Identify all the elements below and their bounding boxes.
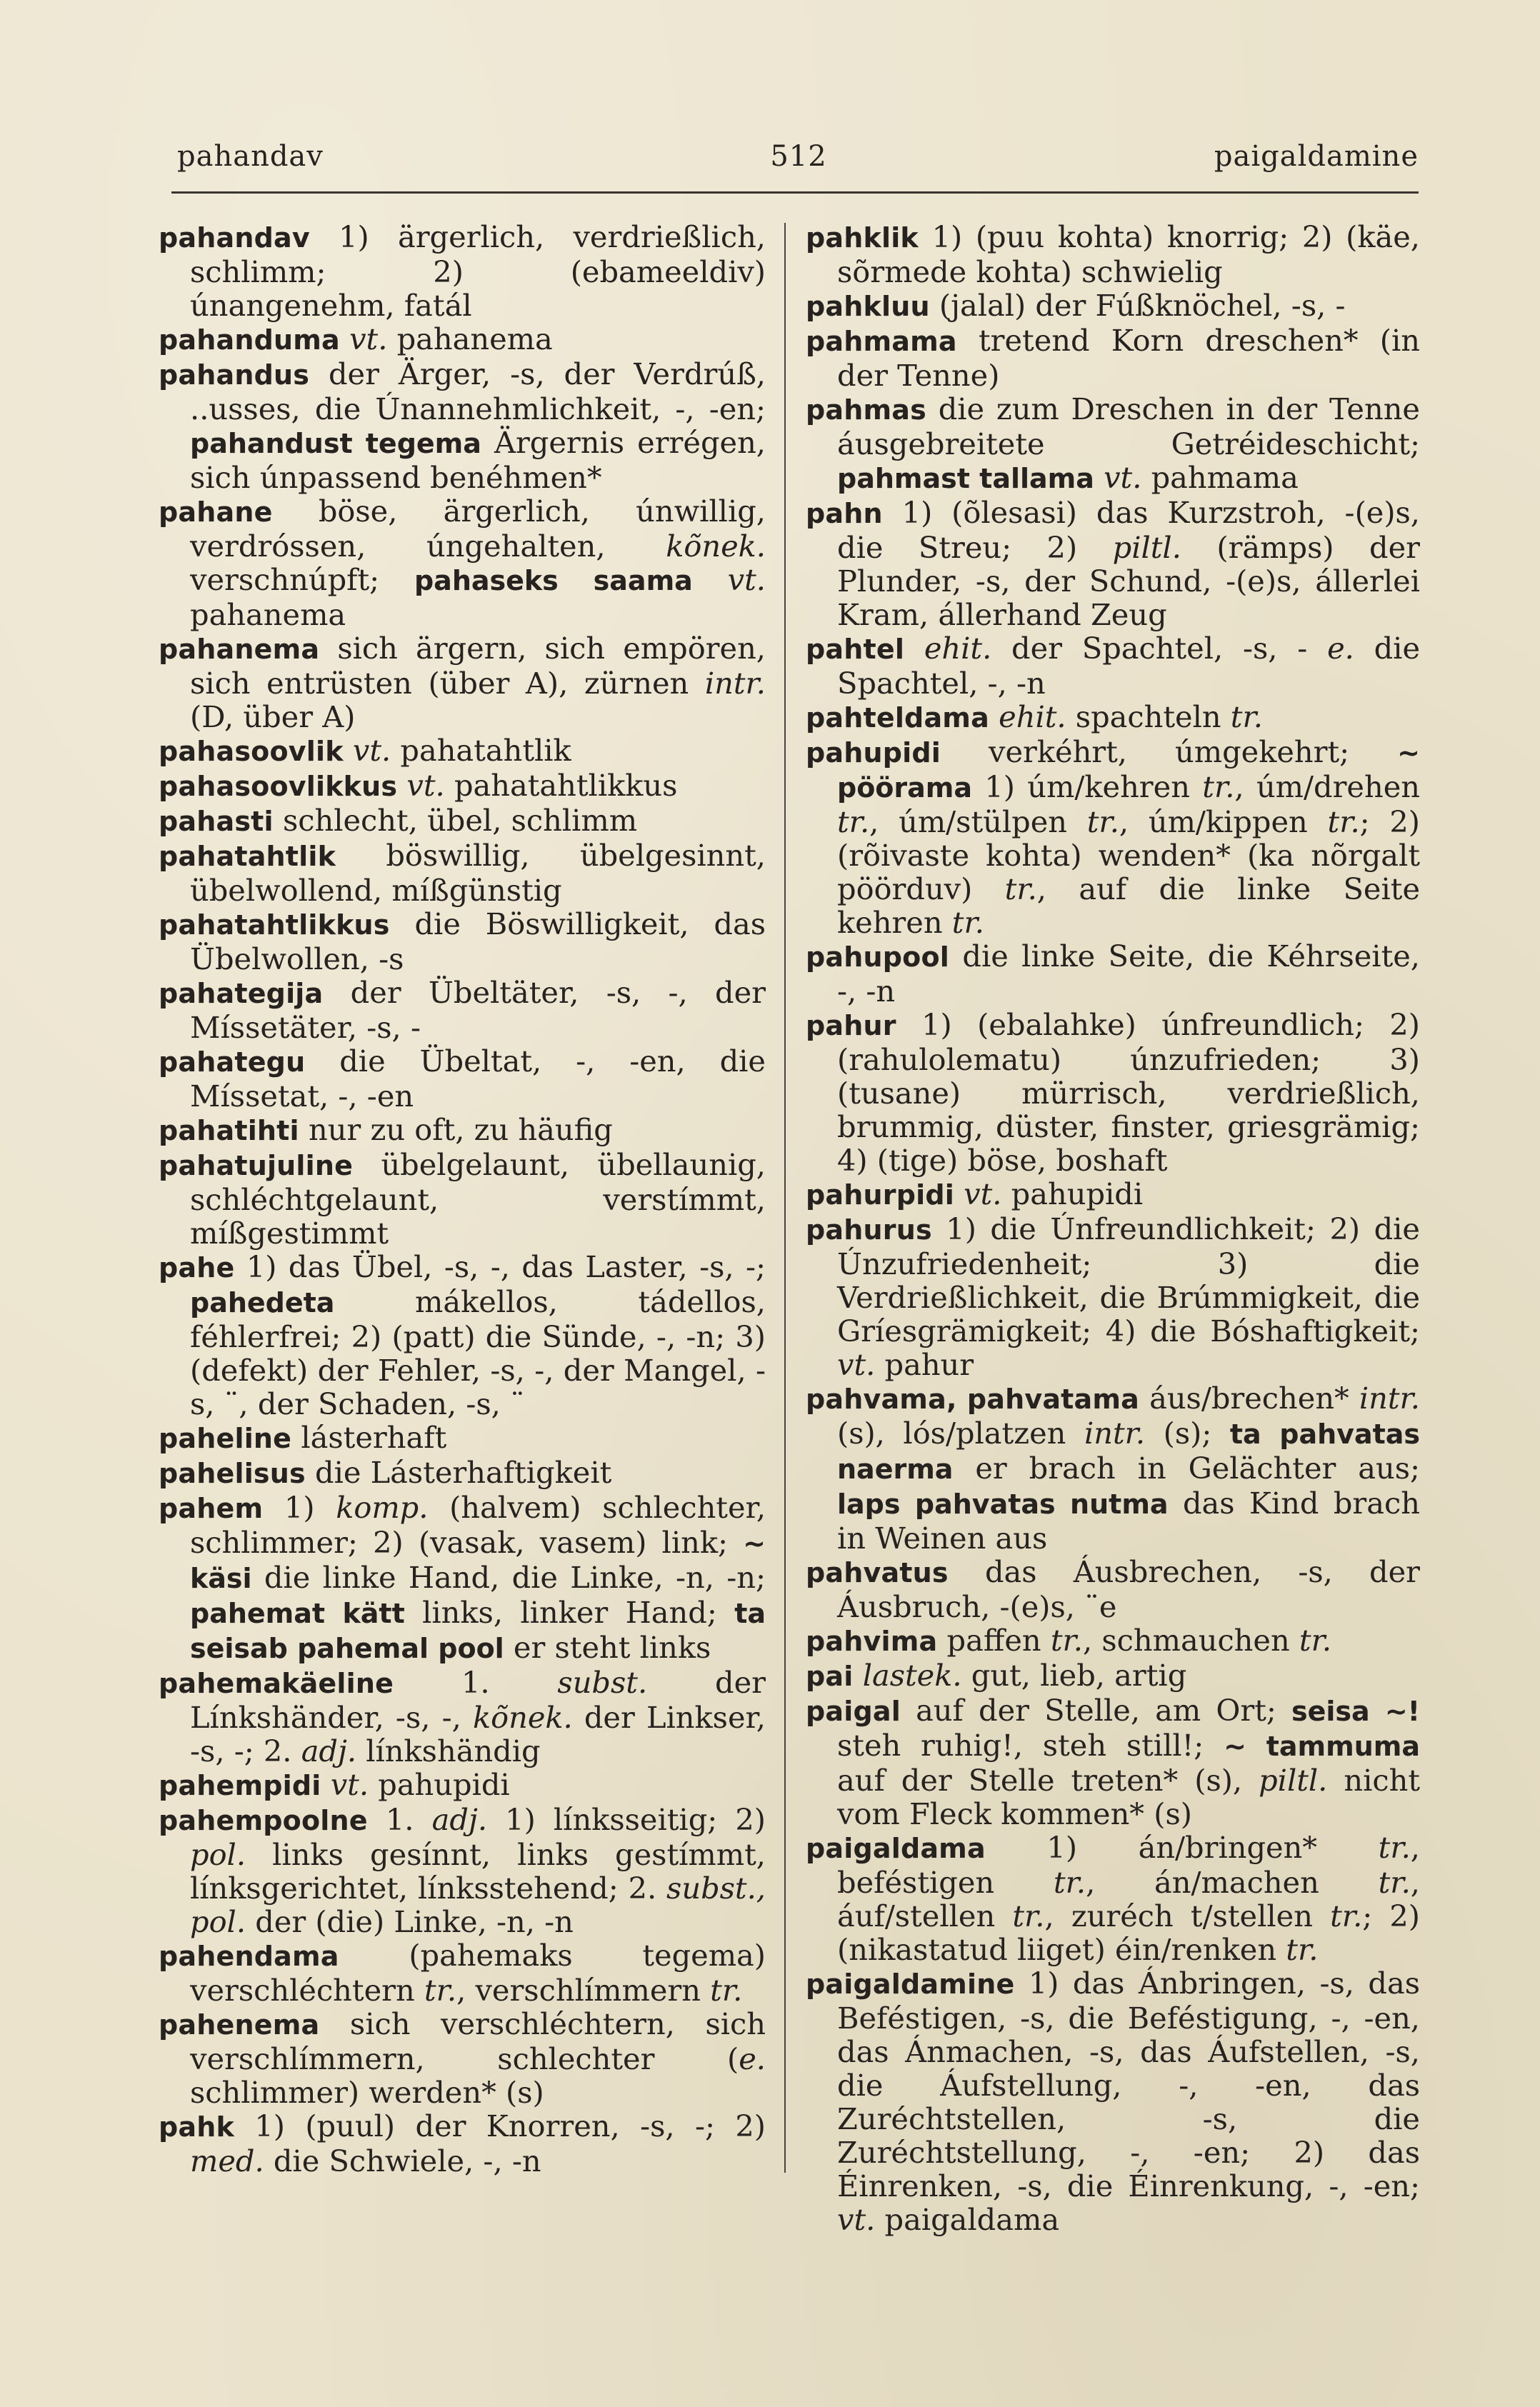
headword: pahelisus: [159, 1458, 306, 1489]
definition-text: pahatahtlik: [391, 733, 571, 768]
definition-text: übelgelaunt, übellaunig, schléchtgelaunt, verstímmt, míßgestimmt: [190, 1147, 766, 1251]
abbreviation: tr.: [710, 1973, 743, 2008]
dictionary-entry: [159, 734, 766, 769]
dictionary-entry: [159, 804, 766, 839]
dictionary-entry: [159, 1044, 766, 1113]
abbreviation: piltl.: [1259, 1763, 1328, 1798]
headword: pahasti: [159, 806, 274, 837]
dictionary-entry: [159, 1456, 766, 1491]
headword: pahategija: [159, 978, 324, 1009]
definition-text: 1) úm/kehren: [972, 769, 1203, 804]
definition-text: 1.: [394, 1665, 558, 1700]
definition-text: , úm/kippen: [1119, 804, 1328, 839]
dictionary-entry: [806, 735, 1420, 939]
headword: pahane: [159, 496, 273, 528]
abbreviation: lastek.: [862, 1658, 962, 1693]
dictionary-entry: [806, 939, 1420, 1008]
definition-text: áus/brechen*: [1139, 1381, 1359, 1416]
headword: pahendama: [159, 1941, 339, 1972]
dictionary-entry: [159, 1768, 766, 1803]
headword: pahmas: [806, 394, 926, 426]
dictionary-entry: [159, 1666, 766, 1768]
dictionary-entry: [159, 322, 766, 357]
headword: pahvama, pahvatama: [806, 1383, 1140, 1415]
dictionary-entry: [159, 976, 766, 1044]
definition-text: [344, 733, 353, 768]
dictionary-entry: [806, 1008, 1420, 1177]
dictionary-entry: [159, 1148, 766, 1250]
definition-text: [693, 562, 728, 597]
definition-text: 1) ärgerlich, verdrießlich, schlimm; 2) (ebameeldiv) únangenehm, fatál: [190, 219, 766, 323]
headword: pahandav: [159, 222, 310, 254]
definition-text: (jalal) der Fúßknöchel, -s, -: [929, 288, 1346, 323]
abbreviation: subst., pol.: [190, 1871, 766, 1939]
headword: pahempidi: [159, 1770, 321, 1801]
abbreviation: tr.: [1230, 699, 1263, 734]
definition-text: er brach in Gelächter aus;: [953, 1451, 1420, 1486]
dictionary-entry: [159, 769, 766, 804]
definition-text: ; 2) (nikastatud liiget) éin/renken: [837, 1898, 1420, 1967]
definition-text: pahanema: [190, 597, 346, 632]
definition-text: der Línkshänder, -s, -,: [190, 1665, 766, 1735]
definition-text: pahur: [875, 1347, 974, 1382]
abbreviation: tr.: [1004, 871, 1037, 906]
definition-text: , áuf/stellen: [837, 1865, 1420, 1933]
dictionary-entry: [806, 496, 1420, 631]
definition-text: auf der Stelle, am Ort;: [900, 1693, 1291, 1728]
definition-text: nur zu oft, zu häufig: [299, 1112, 613, 1147]
definition-text: [321, 1767, 331, 1802]
headword: pahk: [159, 2111, 234, 2143]
definition-text: die linke Hand, die Linke, -n, -n;: [251, 1560, 766, 1595]
definition-text: die zum Dreschen in der Tenne áusgebreitete Getréideschicht;: [837, 391, 1420, 461]
dictionary-entry: [806, 324, 1420, 392]
dictionary-entry: [159, 2007, 766, 2109]
sub-phrase: laps pahvatas nutma: [837, 1488, 1169, 1520]
definition-text: pahatahtlikkus: [444, 768, 678, 803]
abbreviation: tr.: [1202, 769, 1235, 804]
definition-text: der Übeltäter, -s, -, der Míssetäter, -s, -: [190, 975, 766, 1045]
definition-text: schlimmer) werden* (s): [190, 2075, 544, 2110]
abbreviation: vt.: [837, 1347, 876, 1382]
definition-text: (s);: [1145, 1416, 1230, 1451]
dictionary-entry: [159, 1250, 766, 1421]
headword: pahklik: [806, 222, 919, 254]
headword: pai: [806, 1661, 854, 1692]
definition-text: línkshändig: [356, 1733, 541, 1768]
abbreviation: vt.: [352, 733, 391, 768]
dictionary-entry: [159, 1938, 766, 2007]
headword: paigaldamine: [806, 1968, 1015, 2000]
definition-text: der Linkser, -s, -; 2.: [190, 1700, 766, 1768]
headword: pahasoovlikkus: [159, 771, 398, 802]
definition-text: [397, 768, 406, 803]
definition-text: lásterhaft: [291, 1420, 447, 1455]
dictionary-entry: [159, 839, 766, 907]
abbreviation: ehit.: [999, 699, 1066, 734]
sub-phrase: ~ käsi: [190, 1528, 766, 1594]
abbreviation: ehit.: [924, 631, 992, 666]
dictionary-entry: [159, 357, 766, 494]
abbreviation: vt.: [1104, 460, 1142, 495]
dictionary-entry: [806, 1381, 1420, 1555]
definition-text: 1) (õlesasi) das Kurzstroh, -(e)s, die Streu; 2): [837, 495, 1420, 565]
definition-text: steh ruhig!, steh still!;: [837, 1728, 1224, 1763]
definition-text: pahupidi: [1001, 1176, 1144, 1211]
headword: pahvatus: [806, 1557, 949, 1588]
definition-text: , schmauchen: [1082, 1623, 1299, 1658]
definition-text: die Schwiele, -, -n: [264, 2143, 541, 2178]
abbreviation: piltl.: [1112, 530, 1181, 565]
definition-text: die Spachtel, -, -n: [837, 631, 1420, 701]
abbreviation: tr.: [424, 1973, 457, 2008]
definition-text: der Spachtel, -s, -: [991, 631, 1328, 666]
dictionary-entry: [806, 1623, 1420, 1658]
header-right-guide-word: paigaldamine: [1214, 140, 1419, 173]
definition-text: verkéhrt, úmgekehrt;: [941, 734, 1398, 769]
definition-text: , úm/drehen: [1234, 769, 1420, 804]
definition-text: 1) das Übel, -s, -, das Laster, -s, -;: [234, 1249, 766, 1284]
dictionary-entry: [806, 220, 1420, 289]
definition-text: das Áusbrechen, -s, der Áusbruch, -(e)s, ¨e: [837, 1554, 1420, 1624]
definition-text: (halvem) schlechter, schlimmer; 2) (vasak, vasem) link;: [190, 1490, 766, 1560]
abbreviation: vt.: [406, 768, 445, 803]
definition-text: böse, ärgerlich, únwillig, verdróssen, úngehalten,: [190, 494, 766, 564]
definition-text: , auf die linke Seite kehren: [837, 871, 1420, 940]
headword: pahatahtlikkus: [159, 909, 390, 941]
dictionary-entry: [159, 1113, 766, 1148]
definition-text: 1): [263, 1490, 336, 1525]
definition-text: [1094, 460, 1104, 495]
abbreviation: tr.: [1050, 1623, 1083, 1658]
abbreviation: kõnek.: [666, 529, 766, 564]
header-rule: [171, 191, 1419, 194]
definition-text: , beféstigen: [837, 1830, 1420, 1900]
abbreviation: e.: [739, 2041, 766, 2076]
headword: pahasoovlik: [159, 736, 344, 767]
header-left-guide-word: pahandav: [177, 140, 324, 173]
abbreviation: intr.: [1084, 1416, 1146, 1451]
abbreviation: vt.: [349, 321, 388, 356]
abbreviation: vt.: [330, 1767, 369, 1802]
headword: pahtel: [806, 634, 905, 665]
dictionary-entry: [806, 1177, 1420, 1212]
headword: pahe: [159, 1252, 235, 1283]
abbreviation: vt.: [837, 2202, 876, 2237]
abbreviation: subst.: [557, 1665, 648, 1700]
abbreviation: tr.: [1053, 1865, 1086, 1900]
definition-text: tretend Korn dreschen* (in der Tenne): [837, 323, 1420, 393]
headword: pahurpidi: [806, 1179, 954, 1211]
abbreviation: pol.: [190, 1837, 246, 1872]
headword: pahatujuline: [159, 1150, 354, 1181]
headword: pahandus: [159, 359, 310, 391]
definition-text: [989, 699, 999, 734]
definition-text: die Übeltat, -, -en, die Míssetat, -, -en: [190, 1044, 766, 1114]
definition-text: [340, 321, 349, 356]
abbreviation: vt.: [727, 562, 766, 597]
headword: pahenema: [159, 2009, 320, 2041]
sub-phrase: seisa ~!: [1291, 1696, 1420, 1727]
definition-text: nicht vom Fleck kommen* (s): [837, 1763, 1420, 1831]
headword: pahanema: [159, 634, 320, 665]
headword: pahemakäeline: [159, 1668, 394, 1699]
abbreviation: kõnek.: [472, 1700, 573, 1735]
definition-text: (s), lós/platzen: [837, 1416, 1084, 1451]
definition-text: , úm/stülpen: [869, 804, 1087, 839]
definition-text: verschnúpft;: [190, 562, 414, 597]
abbreviation: tr.: [1086, 804, 1119, 839]
definition-text: 1) línksseitig; 2): [487, 1802, 766, 1837]
dictionary-entry: [806, 631, 1420, 700]
sub-phrase: pahemat kätt: [190, 1598, 405, 1629]
sub-phrase: pahandust tegema: [190, 428, 481, 459]
headword: pahur: [806, 1010, 896, 1041]
definition-text: , zuréch t/stellen: [1044, 1898, 1331, 1933]
abbreviation: komp.: [336, 1490, 429, 1525]
page-number: 512: [770, 140, 827, 173]
definition-text: , verschlímmern: [456, 1973, 711, 2008]
abbreviation: tr.: [1012, 1898, 1045, 1933]
definition-text: 1) án/bringen*: [985, 1830, 1379, 1865]
dictionary-entry: [159, 907, 766, 976]
dictionary-entry: [806, 1693, 1420, 1831]
dictionary-entry: [806, 392, 1420, 496]
abbreviation: tr.: [1330, 1898, 1363, 1933]
dictionary-entry: [159, 220, 766, 322]
definition-text: die Böswilligkeit, das Übelwollen, -s: [190, 906, 766, 976]
definition-text: ; 2) (rõivaste kohta) wenden* (ka nõrgalt pöörduv): [837, 804, 1420, 906]
definition-text: pahmama: [1141, 460, 1299, 495]
definition-text: links, linker Hand;: [404, 1595, 735, 1630]
headword: pahategu: [159, 1046, 306, 1078]
sub-phrase: pahmast tallama: [837, 463, 1094, 494]
definition-text: schlecht, übel, schlimm: [273, 803, 638, 838]
column-divider: [784, 223, 786, 2173]
definition-text: , án/machen: [1086, 1865, 1379, 1900]
dictionary-entry: [806, 700, 1420, 735]
definition-text: paffen: [937, 1623, 1051, 1658]
definition-text: das Kind brach in Weinen aus: [837, 1486, 1420, 1556]
definition-text: paigaldama: [875, 2202, 1060, 2237]
headword: pahempoolne: [159, 1805, 368, 1836]
abbreviation: tr.: [1299, 1623, 1332, 1658]
sub-phrase: ta pahvatas naerma: [837, 1418, 1421, 1485]
definition-text: 1) die Únfreundlichkeit; 2) die Únzufriedenheit; 3) die Verdrießlichkeit, die Brúmmigkeit, die Gríesgrämigkeit; 4) die Bóshaftigkeit;: [837, 1211, 1420, 1348]
headword: pahn: [806, 498, 883, 529]
sub-phrase: pahaseks saama: [414, 565, 693, 596]
headword: pahanduma: [159, 324, 340, 356]
definition-text: der Ärger, -s, der Verdrúß, ..usses, die Únannehmlichkeit, -, -en;: [190, 356, 766, 426]
dictionary-entry: [159, 1421, 766, 1456]
definition-text: böswillig, übelgesinnt, übelwollend, míßgünstig: [190, 838, 766, 908]
abbreviation: adj.: [431, 1802, 488, 1837]
sub-phrase: ~ pöörama: [837, 737, 1420, 804]
headword: paigaldama: [806, 1833, 986, 1864]
definition-text: gut, lieb, artig: [961, 1658, 1187, 1693]
headword: paheline: [159, 1423, 292, 1454]
headword: pahkluu: [806, 291, 930, 322]
abbreviation: intr.: [1359, 1381, 1420, 1416]
definition-text: pahanema: [387, 321, 553, 356]
definition-text: spachteln: [1066, 699, 1231, 734]
definition-text: er steht links: [504, 1630, 711, 1665]
dictionary-entry: [159, 494, 766, 631]
headword: pahteldama: [806, 702, 989, 734]
definition-text: [904, 631, 924, 666]
abbreviation: e.: [1327, 631, 1354, 666]
definition-text: die linke Seite, die Kéhrseite, -, -n: [837, 939, 1420, 1009]
dictionary-entry: [806, 1831, 1420, 1966]
definition-text: 1) (puu kohta) knorrig; 2) (käe, sõrmede kohta) schwielig: [837, 219, 1420, 289]
definition-text: 1.: [367, 1802, 432, 1837]
definition-text: (rämps) der Plunder, -s, der Schund, -(e)s, állerlei Kram, állerhand Zeug: [837, 530, 1420, 632]
definition-text: 1) (ebalahke) únfreundlich; 2) (rahulolematu) únzufrieden; 3) (tusane) mürrisch, verdrießlich, brummig, düster, finster, griesgrämig; 4) (tige) böse, boshaft: [837, 1007, 1420, 1178]
definition-text: 1) das Ánbringen, -s, das Beféstigen, -s, die Beféstigung, -, -en, das Ánmachen, -s, das Áufstellen, -s, die Áufstellung, -, -en, das Zuréchtstellen, -s, die Zuréchtstellung, -, -en; 2) das Éinrenken, -s, die Éinrenkung, -, -en;: [837, 1966, 1420, 2203]
headword: pahatahtlik: [159, 841, 336, 872]
definition-text: (D, über A): [190, 699, 356, 734]
definition-text: sich verschléchtern, sich verschlímmern, schlechter (: [190, 2006, 766, 2076]
dictionary-entry: [806, 289, 1420, 324]
headword: pahvima: [806, 1626, 938, 1657]
abbreviation: intr.: [704, 666, 766, 701]
definition-text: sich ärgern, sich empören, sich entrüsten (über A), zürnen: [190, 631, 766, 701]
dictionary-entry: [159, 1491, 766, 1666]
definition-text: der (die) Linke, -n, -n: [246, 1904, 574, 1939]
sub-phrase: pahedeta: [190, 1287, 335, 1318]
definition-text: die Lásterhaftigkeit: [305, 1455, 612, 1490]
definition-text: 1) (puul) der Knorren, -s, -; 2): [234, 2108, 766, 2143]
abbreviation: tr.: [1378, 1865, 1411, 1900]
sub-phrase: ~ tammuma: [1224, 1731, 1420, 1762]
abbreviation: tr.: [1327, 804, 1360, 839]
abbreviation: tr.: [1286, 1932, 1319, 1967]
headword: pahupool: [806, 941, 949, 973]
abbreviation: tr.: [951, 905, 984, 940]
abbreviation: adj.: [301, 1733, 357, 1768]
definition-text: [954, 1176, 964, 1211]
dictionary-entry: [159, 2109, 766, 2178]
definition-text: pahupidi: [369, 1767, 510, 1802]
sub-phrase: ta seisab pahemal pool: [190, 1598, 766, 1664]
left-column: [159, 220, 766, 2178]
definition-text: [853, 1658, 862, 1693]
dictionary-entry: [159, 1803, 766, 1938]
abbreviation: med.: [190, 2143, 264, 2178]
headword: pahmama: [806, 326, 957, 357]
headword: paigal: [806, 1696, 901, 1727]
dictionary-entry: [806, 1555, 1420, 1623]
definition-text: auf der Stelle treten* (s),: [837, 1763, 1259, 1798]
abbreviation: tr.: [1378, 1830, 1411, 1865]
definition-text: Ärgernis errégen, sich únpassend benéhmen*: [190, 425, 766, 495]
headword: pahurus: [806, 1214, 932, 1246]
abbreviation: vt.: [964, 1176, 1002, 1211]
headword: pahem: [159, 1493, 264, 1524]
headword: pahupidi: [806, 737, 941, 769]
headword: pahatihti: [159, 1115, 299, 1146]
dictionary-entry: [806, 1212, 1420, 1381]
definition-text: mákellos, tádellos, féhlerfrei; 2) (patt) die Sünde, -, -n; 3) (defekt) der Fehler, -s, -, der Mangel, -s, ¨, der Schaden, -s, ¨: [190, 1284, 766, 1421]
dictionary-entry: [806, 1658, 1420, 1693]
definition-text: links gesínnt, links gestímmt, línksgerichtet, línksstehend; 2.: [190, 1837, 766, 1906]
dictionary-entry: [159, 631, 766, 734]
definition-text: (pahemaks tegema) verschléchtern: [190, 1938, 766, 2008]
right-column: [806, 220, 1420, 2236]
dictionary-entry: [806, 1966, 1420, 2236]
abbreviation: tr.: [837, 804, 870, 839]
